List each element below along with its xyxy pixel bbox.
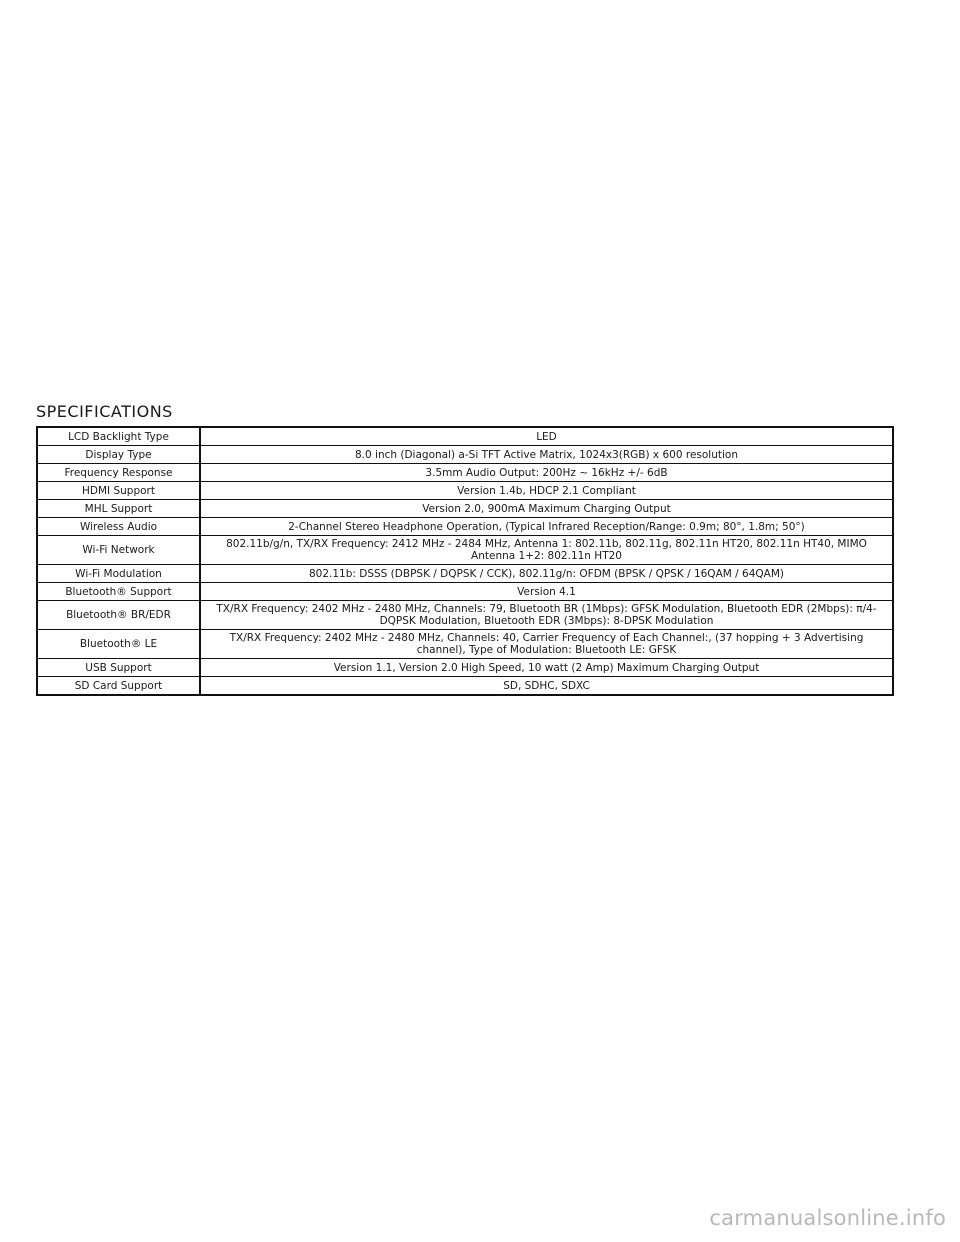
specifications-table: [36, 426, 894, 696]
spec-value: 8.0 inch (Diagonal) a-Si TFT Active Matrix, 1024x3(RGB) x 600 resolution: [200, 446, 893, 464]
spec-label: Wi-Fi Network: [37, 536, 200, 565]
table-row: [37, 446, 893, 464]
spec-value: LED: [200, 427, 893, 446]
spec-label: Bluetooth® BR/EDR: [37, 601, 200, 630]
table-row: [37, 601, 893, 630]
page-title: SPECIFICATIONS: [36, 402, 173, 421]
spec-label: LCD Backlight Type: [37, 427, 200, 446]
table-row: [37, 518, 893, 536]
table-row: [37, 659, 893, 677]
table-row: [37, 464, 893, 482]
table-row: [37, 630, 893, 659]
spec-label: Wi-Fi Modulation: [37, 565, 200, 583]
table-row: [37, 565, 893, 583]
table-row: [37, 500, 893, 518]
watermark-text: carmanualsonline.info: [709, 1206, 946, 1230]
spec-value: Version 1.4b, HDCP 2.1 Compliant: [200, 482, 893, 500]
spec-value: 802.11b/g/n, TX/RX Frequency: 2412 MHz - 2484 MHz, Antenna 1: 802.11b, 802.11g, 802.11n HT20, 802.11n HT40, MIMO Antenna 1+2: 802.11n HT20: [200, 536, 893, 565]
spec-value: TX/RX Frequency: 2402 MHz - 2480 MHz, Channels: 40, Carrier Frequency of Each Channel:, (37 hopping + 3 Advertising channel), Type of Modulation: Bluetooth LE: GFSK: [200, 630, 893, 659]
spec-value: Version 1.1, Version 2.0 High Speed, 10 watt (2 Amp) Maximum Charging Output: [200, 659, 893, 677]
spec-label: SD Card Support: [37, 677, 200, 696]
spec-label: Bluetooth® LE: [37, 630, 200, 659]
spec-value: 802.11b: DSSS (DBPSK / DQPSK / CCK), 802.11g/n: OFDM (BPSK / QPSK / 16QAM / 64QAM): [200, 565, 893, 583]
spec-label: Wireless Audio: [37, 518, 200, 536]
spec-value: 2-Channel Stereo Headphone Operation, (Typical Infrared Reception/Range: 0.9m; 80°, 1.8m; 50°): [200, 518, 893, 536]
table-row: [37, 536, 893, 565]
table-row: [37, 583, 893, 601]
table-row: [37, 482, 893, 500]
spec-label: Frequency Response: [37, 464, 200, 482]
spec-label: Display Type: [37, 446, 200, 464]
spec-value: Version 2.0, 900mA Maximum Charging Output: [200, 500, 893, 518]
spec-value: TX/RX Frequency: 2402 MHz - 2480 MHz, Channels: 79, Bluetooth BR (1Mbps): GFSK Modulation, Bluetooth EDR (2Mbps): π/4-DQPSK Modulation, Bluetooth EDR (3Mbps): 8-DPSK Modulation: [200, 601, 893, 630]
spec-value: Version 4.1: [200, 583, 893, 601]
spec-label: MHL Support: [37, 500, 200, 518]
spec-value: 3.5mm Audio Output: 200Hz ~ 16kHz +/- 6dB: [200, 464, 893, 482]
table-row: [37, 677, 893, 696]
spec-label: Bluetooth® Support: [37, 583, 200, 601]
spec-value: SD, SDHC, SDXC: [200, 677, 893, 696]
spec-label: HDMI Support: [37, 482, 200, 500]
spec-label: USB Support: [37, 659, 200, 677]
table-row: [37, 427, 893, 446]
